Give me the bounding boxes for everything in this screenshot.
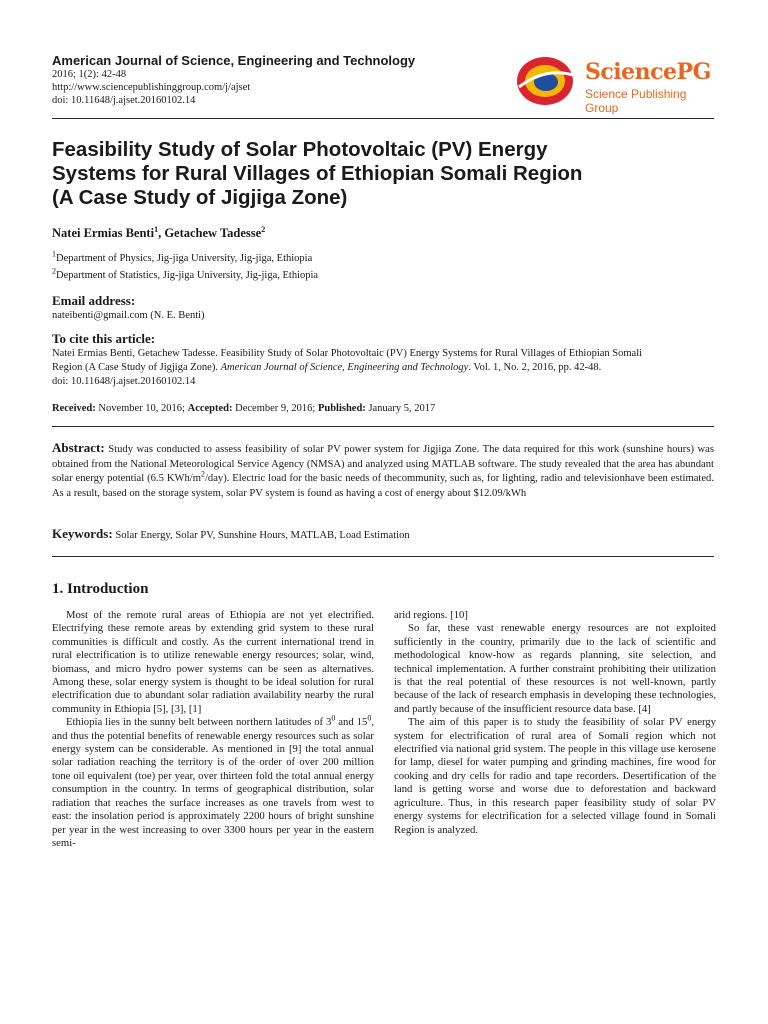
abstract-top-rule [52,426,714,427]
sciencepg-logo [513,53,713,115]
citation-text: Region (A Case Study of Jigjiga Zone). [52,362,221,373]
paragraph-text: Ethiopia lies in the sunny belt between northern latitudes of 3 [66,716,332,729]
accepted-label: Accepted: [187,403,233,414]
paper-title [52,138,692,210]
received-label: Received: [52,403,96,414]
sciencepg-emblem-icon [513,53,577,109]
accepted-date: December 9, 2016; [232,403,318,414]
paragraph: arid regions. [10] [394,609,468,621]
paragraph [52,713,374,850]
degree-superscript: 0 [331,713,336,723]
author-superscript: 2 [261,224,266,234]
title-line: (A Case Study of Jigjiga Zone) [52,186,348,209]
affiliation-text: Department of Physics, Jig-jiga University, Jig-jiga, Ethiopia [56,253,313,264]
paragraph-text: , and thus the potential benefits of renewable energy resources such as solar energy system can be considerable. As mentioned in [9] the total annual solar radiation reaching the territory is of the order of over 200 million tone oil equivalent (toe) per year, over thirteen fold the total annual energy consumption in the country. In terms of geographical distribution, solar radiation that reaches the surface increases as one travels from west to east: the insolation period is approximately 2200 hours of bright sunshine per year in the west increasing to over 3300 hours per year in the eastern semi- [52,716,374,849]
received-date: November 10, 2016; [95,403,188,414]
authors [52,226,265,241]
degree-superscript: 0 [367,713,372,723]
citation [52,347,714,389]
journal-title: American Journal of Science, Engineering and Technology [52,53,416,68]
abstract [52,441,714,501]
keywords-label: Keywords: [52,526,113,541]
email-address[interactable]: nateibenti@gmail.com (N. E. Benti) [52,310,205,321]
author-separator: , [158,226,165,240]
journal-url[interactable]: http://www.sciencepublishinggroup.com/j/ajset [52,82,251,93]
intro-right-column [394,609,716,837]
published-label: Published: [317,403,366,414]
citation-line [52,361,714,375]
abstract-bottom-rule [52,556,714,557]
author-superscript: 1 [154,224,159,234]
journal-issue: 2016; 1(2): 42-48 [52,69,127,80]
paragraph: Most of the remote rural areas of Ethiopia are not yet electrified. Electrifying these remote areas by extending grid system to these rural communities is difficult and costly. As the current international trend in rural electrification is to utilize renewable energy resources; solar, wind, biomass, and micro hydro power systems can be seen as alternatives. Among these, solar energy system is thought to be ideal solution for rural electrification due to abundant solar radiation availability nearby the rural community in Ethiopia [5], [3], [1] [52,609,374,715]
affiliation-superscript: 2 [52,266,56,276]
abstract-text: Study was conducted to assess feasibility of solar PV power system for Jigjiga Zone. The data required for this work (sunshine hours) was obtained from the National Meteorological Service Agency (NMSA) and analyzed using MATLAB software. The study revealed that the area has abundant solar energy potential (6.5 KWh/m [52,444,714,484]
logo-brand: SciencePG [585,59,711,85]
affiliation-superscript: 1 [52,249,56,259]
header-rule [52,118,714,119]
email-heading: Email address: [52,293,136,308]
logo-tagline: Science Publishing Group [585,87,687,115]
citation-doi: doi: 10.11648/j.ajset.20160102.14 [52,376,196,387]
citation-journal: American Journal of Science, Engineering and Technology [220,362,469,373]
citation-text: . Vol. 1, No. 2, 2016, pp. 42-48. [468,362,602,373]
paragraph-text: and 15 [335,716,368,729]
title-line: Feasibility Study of Solar Photovoltaic (PV) Energy [52,138,548,161]
journal-doi: doi: 10.11648/j.ajset.20160102.14 [52,95,196,106]
abstract-label: Abstract: [52,440,105,455]
keywords-text: Solar Energy, Solar PV, Sunshine Hours, MATLAB, Load Estimation [112,530,410,541]
publication-dates [52,402,714,416]
section-heading-introduction: 1. Introduction [52,581,149,597]
keywords [52,526,714,542]
author-name: Natei Ermias Benti [52,226,155,240]
abstract-superscript: 2 [200,469,205,479]
abstract-text: /day). Electric load for the basic needs of thecommunity, such as, for lighting, radio and televisionhave been estimated. As a result, based on the storage system, solar PV system is found as having a cost of energy about $12.09/kWh [52,473,714,499]
paragraph: So far, these vast renewable energy resources are not exploited sufficiently in the country, primarily due to the lack of scientific and methodological know-how as regards planning, site selection, and technical implementation. A further constraint prohibiting their utilization is that the real potential of these resources is not well-known, partly because of the lack of research emphasis in developing these technologies, and partly because of the insufficient resource data base. [4] [394,622,716,715]
citation-line: Natei Ermias Benti, Getachew Tadesse. Feasibility Study of Solar Photovoltaic (PV) Energy Systems for Rural Villages of Ethiopian Somali [52,348,643,359]
published-date: January 5, 2017 [365,403,436,414]
affiliation [52,249,313,264]
affiliation-text: Department of Statistics, Jig-jiga University, Jig-jiga, Ethiopia [56,270,319,281]
paragraph: The aim of this paper is to study the feasibility of solar PV energy system for electrification of rural area of Somali region which not electrified via national grid system. The people in this village use kerosene for lamp, diesel for water pumping and grinding machines, fire wood for cooking and dry cells for radio and tape recorders. Desertification of the land is getting worse and worse due to deforestation and backward agriculture. Thus, in this research paper feasibility study of solar PV energy systems for electrification for a selected village found in Somali Region is analyzed. [394,716,716,836]
title-line: Systems for Rural Villages of Ethiopian Somali Region [52,162,583,185]
intro-left-column [52,609,374,850]
author-name: Getachew Tadesse [164,226,262,240]
cite-heading: To cite this article: [52,331,156,346]
affiliation [52,266,319,281]
